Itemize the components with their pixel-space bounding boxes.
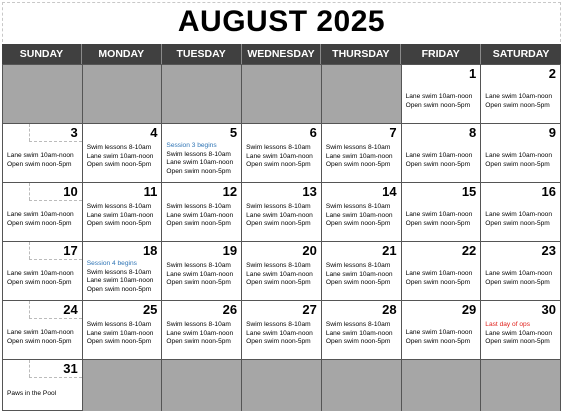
event-list <box>166 321 239 347</box>
day-number: 22 <box>461 243 477 258</box>
session-note: Session 4 begins <box>86 260 137 267</box>
day-number: 11 <box>143 184 158 199</box>
event-list <box>406 152 479 169</box>
day-cell-14[interactable] <box>322 182 402 241</box>
day-number: 20 <box>302 243 317 258</box>
day-number-divider <box>29 301 30 318</box>
event-item: Swim lessons 8-10am <box>86 268 152 276</box>
event-list <box>326 262 399 288</box>
event-item: Open swim noon-5pm <box>7 278 72 286</box>
event-item: Open swim noon-5pm <box>246 279 311 287</box>
event-item: Lane swim 10am-noon <box>7 211 74 218</box>
event-item: Open swim noon-5pm <box>7 219 72 227</box>
event-item: Lane swim 10am-noon <box>7 152 74 159</box>
event-item: Open swim noon-5pm <box>485 219 550 227</box>
day-cell-9[interactable] <box>481 123 561 182</box>
day-cell-31[interactable] <box>3 359 83 411</box>
day-cell-24[interactable] <box>3 300 83 359</box>
event-item: Open swim noon-5pm <box>166 220 231 228</box>
event-item: Open swim noon-5pm <box>246 220 311 228</box>
event-item: Lane swim 10am-noon <box>485 329 552 337</box>
event-item: Lane swim 10am-noon <box>405 152 473 159</box>
day-cell-4[interactable] <box>83 123 163 182</box>
event-item: Paws in the Pool <box>7 390 57 397</box>
empty-day-cell <box>162 64 242 123</box>
day-cell-30[interactable] <box>481 300 561 359</box>
event-list <box>7 329 80 346</box>
day-number: 18 <box>142 243 158 258</box>
event-item: Open swim noon-5pm <box>485 278 550 286</box>
event-item: Swim lessons 8-10am <box>86 321 152 328</box>
event-list <box>7 211 80 228</box>
event-item: Swim lessons 8-10am <box>325 262 391 269</box>
event-list <box>326 321 399 347</box>
weekday-friday: FRIDAY <box>401 44 481 64</box>
event-item: Lane swim 10am-noon <box>166 329 234 337</box>
day-number: 26 <box>222 302 238 317</box>
day-number-underline <box>29 141 82 142</box>
event-item: Lane swim 10am-noon <box>325 211 393 219</box>
event-item: Open swim noon-5pm <box>325 220 391 228</box>
day-cell-15[interactable] <box>402 182 482 241</box>
event-item: Swim lessons 8-10am <box>246 203 311 210</box>
event-item: Lane swim 10am-noon <box>485 93 552 100</box>
day-number: 9 <box>548 125 556 140</box>
weekday-header <box>2 44 561 64</box>
event-item: Open swim noon-5pm <box>405 101 471 109</box>
event-item: Open swim noon-5pm <box>86 285 152 293</box>
event-item: Open swim noon-5pm <box>246 338 311 346</box>
empty-day-cell <box>162 359 242 411</box>
day-cell-7[interactable] <box>322 123 402 182</box>
event-item: Swim lessons 8-10am <box>325 321 391 328</box>
day-number-divider <box>29 124 30 141</box>
empty-day-cell <box>322 64 402 123</box>
session-note: Session 3 begins <box>166 142 217 149</box>
day-number: 31 <box>63 361 78 376</box>
event-item: Swim lessons 8-10am <box>246 262 311 269</box>
day-number-underline <box>29 377 82 378</box>
empty-day-cell <box>242 359 322 411</box>
event-item: Open swim noon-5pm <box>7 337 72 345</box>
day-number: 30 <box>541 302 556 317</box>
event-item: Lane swim 10am-noon <box>246 211 313 219</box>
day-number: 19 <box>222 243 238 258</box>
day-number: 10 <box>63 184 78 199</box>
event-item: Lane swim 10am-noon <box>7 270 74 277</box>
event-item: Open swim noon-5pm <box>405 278 471 286</box>
event-item: Open swim noon-5pm <box>86 220 152 228</box>
day-cell-2[interactable] <box>481 64 561 123</box>
event-item: Swim lessons 8-10am <box>166 262 231 269</box>
event-item: Lane swim 10am-noon <box>86 277 154 285</box>
day-number: 12 <box>222 184 238 199</box>
event-item: Lane swim 10am-noon <box>485 152 552 159</box>
event-list <box>485 321 558 347</box>
event-list <box>406 93 479 110</box>
event-item: Swim lessons 8-10am <box>246 144 311 151</box>
event-item: Lane swim 10am-noon <box>86 211 154 219</box>
event-list <box>246 321 319 347</box>
day-number: 27 <box>302 302 317 317</box>
event-item: Open swim noon-5pm <box>86 338 152 346</box>
weekday-thursday: THURSDAY <box>321 44 401 64</box>
empty-day-cell <box>3 64 83 123</box>
event-item: Open swim noon-5pm <box>485 101 550 109</box>
day-number: 2 <box>548 66 556 81</box>
day-cell-12[interactable] <box>162 182 242 241</box>
day-cell-1[interactable] <box>402 64 482 123</box>
day-cell-20[interactable] <box>242 241 322 300</box>
day-cell-19[interactable] <box>162 241 242 300</box>
event-item: Lane swim 10am-noon <box>166 159 234 167</box>
day-cell-23[interactable] <box>481 241 561 300</box>
day-cell-27[interactable] <box>242 300 322 359</box>
weekday-saturday: SATURDAY <box>492 48 550 60</box>
event-list <box>87 321 160 347</box>
day-number: 8 <box>469 125 477 140</box>
weekday-sunday: SUNDAY <box>2 44 82 64</box>
event-list <box>166 142 239 176</box>
event-item: Open swim noon-5pm <box>7 160 72 168</box>
day-number: 15 <box>461 184 477 199</box>
day-cell-26[interactable] <box>162 300 242 359</box>
event-list <box>485 270 558 287</box>
event-item: Open swim noon-5pm <box>485 160 550 168</box>
day-number-divider <box>29 183 30 200</box>
event-item: Lane swim 10am-noon <box>325 270 393 278</box>
event-item: Open swim noon-5pm <box>166 338 231 346</box>
event-item: Open swim noon-5pm <box>405 219 471 227</box>
event-item: Lane swim 10am-noon <box>166 211 234 219</box>
event-item: Open swim noon-5pm <box>246 161 311 169</box>
event-item: Lane swim 10am-noon <box>246 270 313 278</box>
weekday-monday: MONDAY <box>82 44 162 64</box>
event-item: Lane swim 10am-noon <box>405 93 473 100</box>
event-item: Lane swim 10am-noon <box>325 152 393 160</box>
day-cell-18[interactable] <box>83 241 163 300</box>
day-cell-10[interactable] <box>3 182 83 241</box>
event-list <box>485 152 558 169</box>
event-list <box>7 390 80 399</box>
day-number-underline <box>29 318 82 319</box>
event-list <box>406 329 479 346</box>
weekday-wednesday: WEDNESDAY <box>242 44 322 64</box>
event-list <box>485 93 558 110</box>
weekday-tuesday: TUESDAY <box>162 44 242 64</box>
empty-day-cell <box>242 64 322 123</box>
day-number-divider <box>29 360 30 377</box>
day-cell-13[interactable] <box>242 182 322 241</box>
event-item: Swim lessons 8-10am <box>166 321 231 328</box>
event-list <box>87 203 160 229</box>
day-number-underline <box>29 259 82 260</box>
event-item: Swim lessons 8-10am <box>86 144 152 151</box>
event-list <box>246 144 319 170</box>
event-item: Swim lessons 8-10am <box>166 203 231 210</box>
empty-day-cell <box>481 359 561 411</box>
day-cell-5[interactable] <box>162 123 242 182</box>
day-number: 25 <box>142 302 158 317</box>
calendar-title: AUGUST 2025 <box>177 5 386 38</box>
day-number: 5 <box>229 125 238 140</box>
event-item: Lane swim 10am-noon <box>485 270 552 277</box>
event-list <box>87 144 160 170</box>
event-list <box>326 203 399 229</box>
event-item: Open swim noon-5pm <box>405 160 471 168</box>
event-item: Open swim noon-5pm <box>166 279 231 287</box>
day-number: 14 <box>382 184 397 199</box>
event-item: Swim lessons 8-10am <box>325 144 391 151</box>
day-cell-29[interactable] <box>402 300 482 359</box>
day-number: 1 <box>469 66 477 81</box>
empty-day-cell <box>83 359 163 411</box>
day-cell-17[interactable] <box>3 241 83 300</box>
day-number: 24 <box>63 302 78 317</box>
day-number-divider <box>29 242 30 259</box>
day-number: 23 <box>541 243 556 258</box>
event-list <box>87 260 160 294</box>
day-number: 6 <box>309 125 317 140</box>
event-list <box>246 203 319 229</box>
event-item: Open swim noon-5pm <box>405 337 471 345</box>
event-item: Open swim noon-5pm <box>166 167 231 175</box>
event-item: Lane swim 10am-noon <box>246 152 313 160</box>
event-list <box>326 144 399 170</box>
event-item: Lane swim 10am-noon <box>86 329 154 337</box>
event-item: Open swim noon-5pm <box>325 338 391 346</box>
event-item: Lane swim 10am-noon <box>405 211 473 218</box>
event-item: Swim lessons 8-10am <box>166 150 231 158</box>
empty-day-cell <box>83 64 163 123</box>
day-number: 7 <box>389 125 397 140</box>
day-number: 29 <box>461 302 477 317</box>
empty-day-cell <box>322 359 402 411</box>
event-list <box>166 203 239 229</box>
day-cell-11[interactable] <box>83 182 163 241</box>
day-number-underline <box>29 200 82 201</box>
day-number: 16 <box>541 184 556 199</box>
event-list <box>406 211 479 228</box>
event-item: Lane swim 10am-noon <box>7 329 74 336</box>
event-item: Lane swim 10am-noon <box>325 329 393 337</box>
calendar-grid <box>2 64 561 411</box>
event-list <box>166 262 239 288</box>
event-item: Lane swim 10am-noon <box>86 152 154 160</box>
empty-day-cell <box>402 359 482 411</box>
day-cell-22[interactable] <box>402 241 482 300</box>
event-list <box>7 270 80 287</box>
event-item: Open swim noon-5pm <box>325 279 391 287</box>
day-cell-25[interactable] <box>83 300 163 359</box>
event-item: Swim lessons 8-10am <box>246 321 311 328</box>
day-number: 17 <box>63 243 78 258</box>
event-item: Lane swim 10am-noon <box>405 270 473 277</box>
event-item: Swim lessons 8-10am <box>86 203 152 210</box>
day-number: 21 <box>382 243 397 258</box>
event-item: Open swim noon-5pm <box>325 161 391 169</box>
alert-note: Last day of ops <box>485 321 531 328</box>
event-list <box>406 270 479 287</box>
day-cell-6[interactable] <box>242 123 322 182</box>
event-item: Lane swim 10am-noon <box>166 270 234 278</box>
day-number: 4 <box>150 125 158 140</box>
event-item: Lane swim 10am-noon <box>485 211 552 218</box>
event-list <box>7 152 80 169</box>
event-list <box>485 211 558 228</box>
event-item: Swim lessons 8-10am <box>325 203 391 210</box>
day-number: 3 <box>70 125 78 140</box>
day-cell-3[interactable] <box>3 123 83 182</box>
event-item: Lane swim 10am-noon <box>246 329 313 337</box>
day-number: 28 <box>382 302 397 317</box>
day-cell-16[interactable] <box>481 182 561 241</box>
event-item: Lane swim 10am-noon <box>405 329 473 336</box>
event-item: Open swim noon-5pm <box>86 161 152 169</box>
day-cell-28[interactable] <box>322 300 402 359</box>
event-list <box>246 262 319 288</box>
day-number: 13 <box>302 184 317 199</box>
day-cell-21[interactable] <box>322 241 402 300</box>
event-item: Open swim noon-5pm <box>485 338 550 346</box>
day-cell-8[interactable] <box>402 123 482 182</box>
